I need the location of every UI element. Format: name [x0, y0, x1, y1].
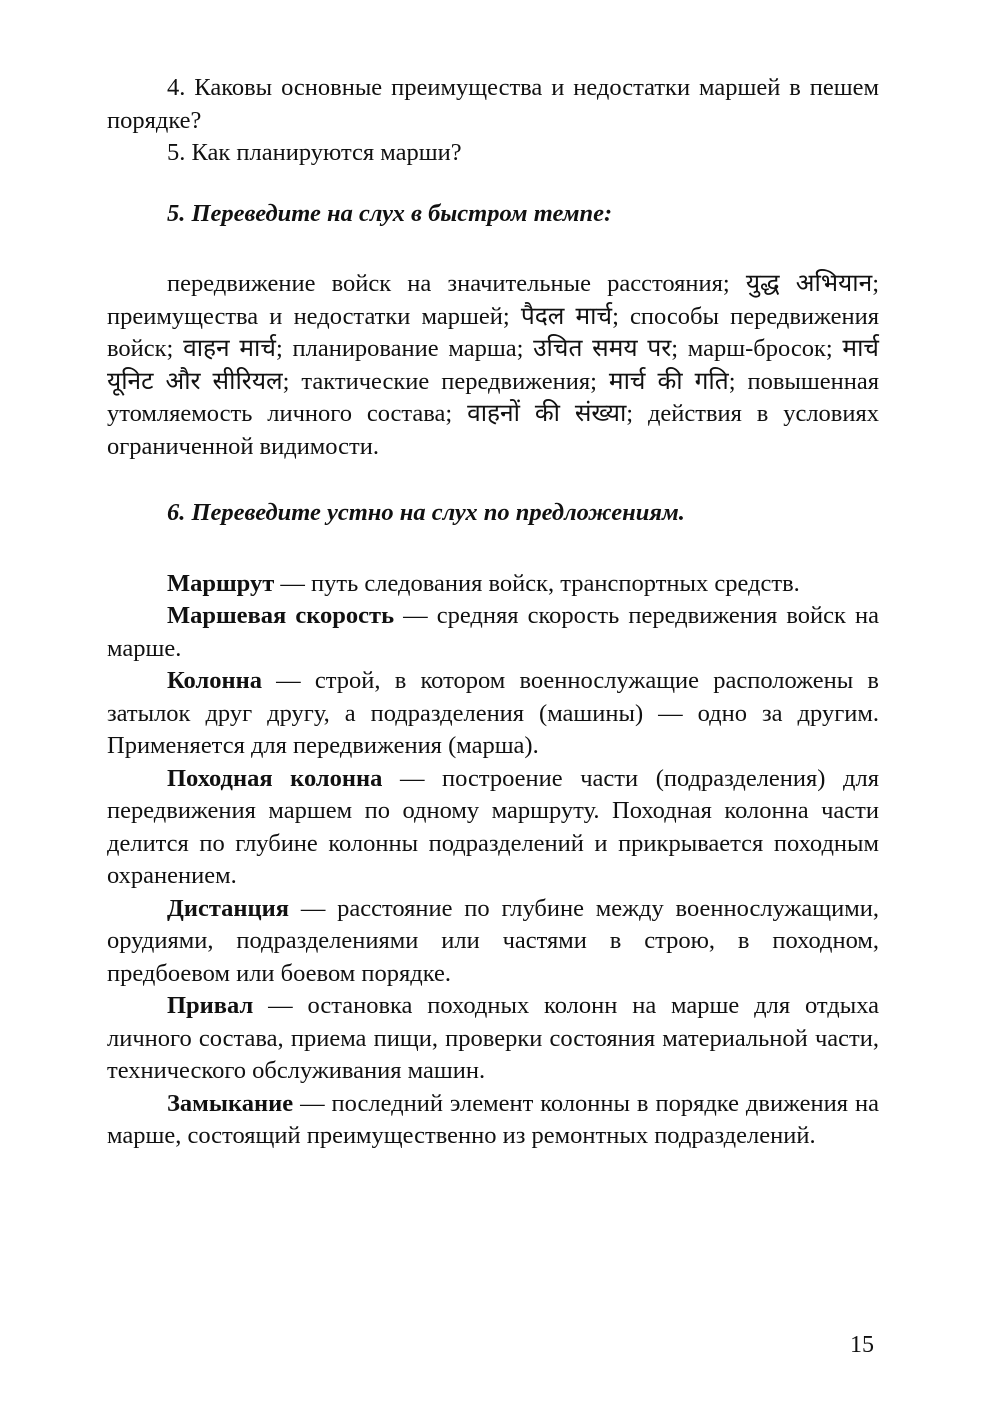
definition-term: Привал	[167, 992, 254, 1019]
question-5: 5. Как планируются марши?	[167, 139, 462, 166]
definition-kolonna	[107, 665, 879, 763]
definition-term: Походная колонна	[167, 764, 383, 792]
definition-marshevaya-skorost	[107, 600, 879, 665]
definition-marshrut	[107, 568, 879, 601]
definition-text: — построение части (подразделения) для передвижения маршем по одному маршруту. Походная колонна части делится по глубине колонны подразделений и прикрывается походным охранением.	[107, 764, 879, 889]
definition-text: — расстояние по глубине между военнослужащими, орудиями, подразделениями или частями в строю, в походном, предбоевом или боевом порядке.	[107, 894, 879, 987]
definition-text: — последний элемент колонны в порядке движения на марше, состоящий преимущественно из ремонтных подразделений.	[107, 1089, 879, 1149]
page-number: 15	[850, 1332, 874, 1358]
definition-term: Замыкание	[167, 1089, 294, 1117]
definition-distantsiya	[107, 893, 879, 991]
definition-term: Маршрут	[167, 569, 275, 597]
definition-text: — средняя скорость передвижения войск на марше.	[107, 602, 880, 662]
definition-prival	[107, 990, 879, 1088]
exercise-5-heading: 5. Переведите на слух в быстром темпе:	[167, 199, 613, 227]
definition-term: Колонна	[167, 667, 262, 694]
definition-text: — путь следования войск, транспортных средств.	[274, 569, 800, 597]
exercise-6-heading: 6. Переведите устно на слух по предложениям.	[167, 499, 685, 526]
definition-term: Маршевая скорость	[167, 602, 395, 629]
definition-text: — строй, в котором военнослужащие расположены в затылок друг другу, а подразделения (машины) — одно за другим. Применяется для передвижения (марша).	[107, 667, 879, 759]
definition-pokhodnaya-kolonna	[107, 763, 879, 893]
exercise-5-body: передвижение войск на значительные расстояния; युद्ध अभियान; преимущества и недостатки маршей; पैदल मार्च; способы передвижения войск; वाहन मार्च; планирование марша; उचित समय पर; марш-бросок; मार्च यूनिट और सीरियल; тактические передвижения; मार्च की गति; повышенная утомляемость личного состава; वाहनों की संख्या; действия в условиях ограниченной видимости.	[107, 270, 879, 460]
definition-zamykanie	[107, 1088, 879, 1153]
definition-term: Дистанция	[167, 894, 290, 922]
question-4: 4. Каковы основные преимущества и недостатки маршей в пешем порядке?	[107, 74, 879, 134]
page-content	[107, 72, 879, 1153]
definition-text: — остановка походных колонн на марше для отдыха личного состава, приема пищи, проверки состояния материальной части, технического обслуживания машин.	[107, 992, 879, 1084]
